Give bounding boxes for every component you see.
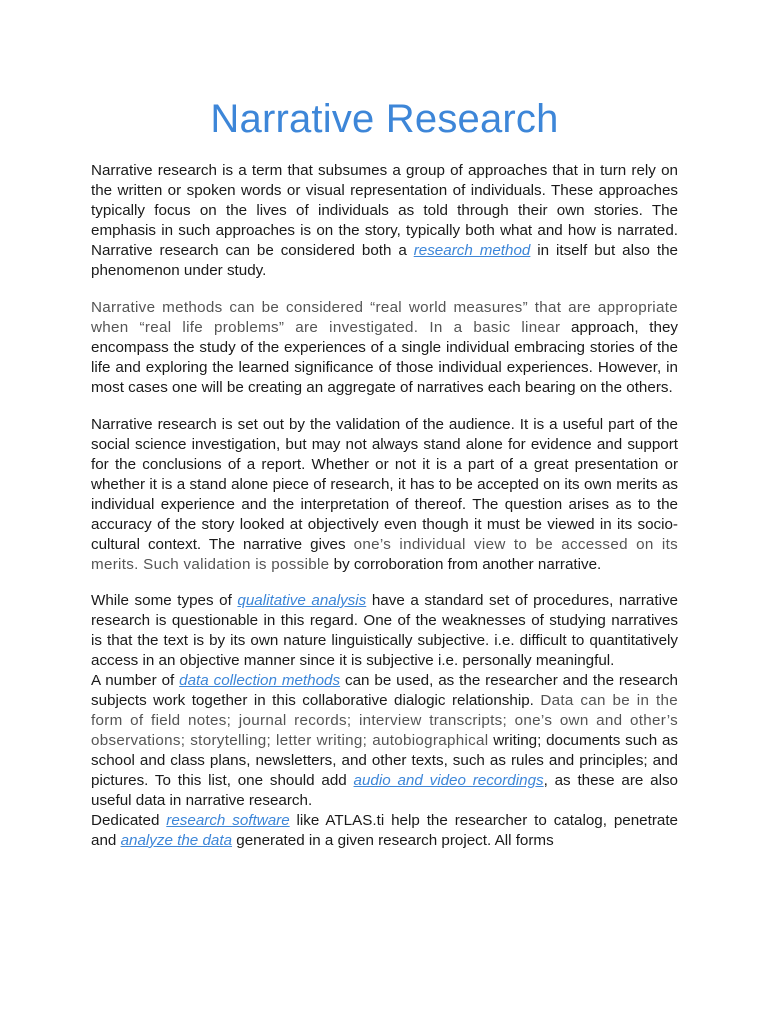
paragraph-text: generated in a given research project. All forms <box>232 832 554 849</box>
paragraph-text-light: one’s individual view to be accessed on its merits. Such validation is possible <box>91 536 678 573</box>
paragraph-text: , as these are also useful data in narrative research. <box>91 772 678 809</box>
document-title: Narrative Research <box>210 97 559 141</box>
analyze-the-data-link[interactable]: analyze the data <box>120 832 233 849</box>
paragraph-text: have a standard set of procedures, narrative research is questionable in this regard. One of the weaknesses of studying narratives is that the text is by its own nature linguistically subjective. i.e. difficult to quantitatively access in an objective manner since it is subjective i.e. personally meaningful. <box>91 592 678 669</box>
paragraph-text: While some types of <box>91 592 238 609</box>
paragraph-text: Narrative research is a term that subsumes a group of approaches that in turn rely on the written or spoken words or visual representation of individuals. These approaches typically focus on the lives of individuals as told through their own stories. The emphasis in such approaches is on the story, typically both what and how is narrated. Narrative research can be considered both a <box>91 162 678 259</box>
paragraph-software <box>91 811 678 851</box>
paragraph-text: by corroboration from another narrative. <box>329 556 602 573</box>
paragraph-text: Narrative research is set out by the validation of the audience. It is a useful part of the social science investigation, but may not always stand alone for evidence and support for the conclusions of a report. Whether or not it is a part of a great presentation or whether it is a stand alone piece of research, it has to be accepted on its own merits as individual experience and the interpretation of thereof. The question arises as to the accuracy of the story looked at objectively even though it must be viewed in its socio-cultural context. The narrative gives <box>91 416 678 553</box>
paragraph-qualitative <box>91 591 678 671</box>
paragraph-text-light: Data can be in the form of field notes; journal records; interview transcripts; one’s own and other’s observations; storytelling; letter writing; autobiographical <box>91 692 678 749</box>
paragraph-text: like ATLAS.ti help the researcher to catalog, penetrate and <box>91 812 678 849</box>
audio-video-recordings-link[interactable]: audio and video recordings <box>353 772 544 789</box>
paragraph-text-light: Narrative methods can be considered “real world measures” that are appropriate when “real life problems” are investigated. In a basic linear <box>91 299 678 336</box>
paragraph-validation <box>91 415 678 575</box>
paragraph-text: Dedicated <box>91 812 167 829</box>
qualitative-analysis-link[interactable]: qualitative analysis <box>237 592 367 609</box>
paragraph-text: approach, they encompass the study of the experiences of a single individual embracing stories of the life and exploring the learned significance of those individual experiences. However, in most cases one will be creating an aggregate of narratives each bearing on the others. <box>91 319 678 396</box>
paragraph-methods <box>91 298 678 398</box>
paragraph-intro <box>91 161 678 281</box>
paragraph-data-collection <box>91 671 678 811</box>
document-page <box>91 0 678 851</box>
data-collection-methods-link[interactable]: data collection methods <box>179 672 341 689</box>
paragraph-text: A number of <box>91 672 180 689</box>
paragraph-text: writing; documents such as school and class plans, newsletters, and other texts, such as rules and principles; and pictures. To this list, one should add <box>91 732 678 789</box>
paragraph-text: in itself but also the phenomenon under study. <box>91 242 679 279</box>
research-method-link[interactable]: research method <box>413 242 531 259</box>
research-software-link[interactable]: research software <box>166 812 290 829</box>
paragraph-text: can be used, as the researcher and the research subjects work together in this collaborative dialogic relationship. <box>91 672 678 709</box>
